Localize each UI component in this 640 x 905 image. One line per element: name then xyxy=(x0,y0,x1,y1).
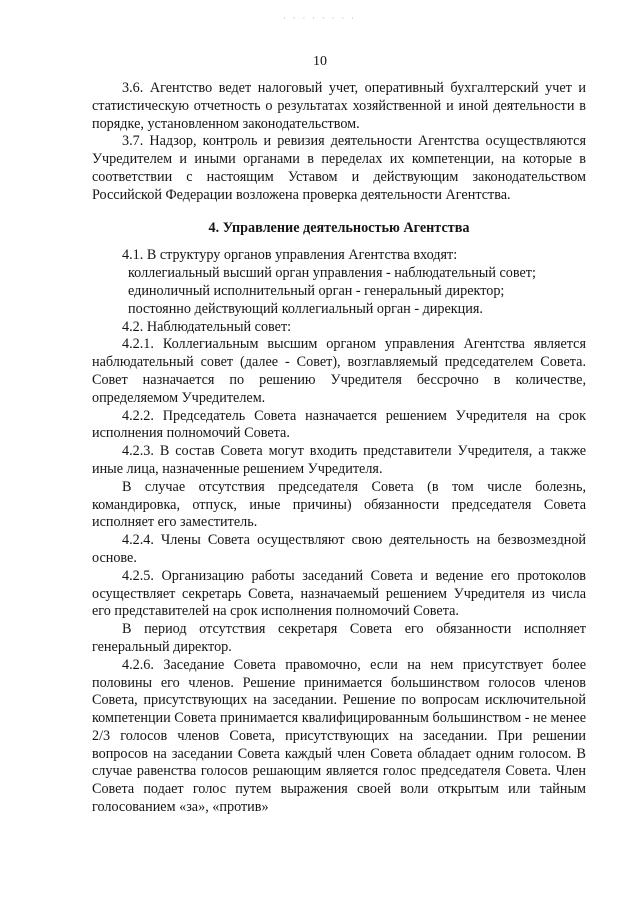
paragraph-4-2-1: 4.2.1. Коллегиальным высшим органом управления Агентства является наблюдательный совет (далее - Совет), возглавляемый председателем Совета. Совет назначается по решению Учредителя бессрочно в количестве, определяемом Учредителем. xyxy=(92,336,586,406)
paragraph-4-2-3: 4.2.3. В состав Совета могут входить представители Учредителя, а также иные лица, назначенные решением Учредителя. xyxy=(92,443,586,477)
paragraph-4-1: 4.1. В структуру органов управления Агентства входят: xyxy=(122,247,458,264)
page-number: 10 xyxy=(313,54,327,69)
paragraph-4-2: 4.2. Наблюдательный совет: xyxy=(122,318,292,335)
list-item: единоличный исполнительный орган - генеральный директор; xyxy=(128,282,505,299)
paragraph-3-7: 3.7. Надзор, контроль и ревизия деятельности Агентства осуществляются Учредителем и иными органами в переделах их компетенции, на которые в соответствии с настоящим Уставом и действующим законодательством Российской Федерации возложена проверка деятельности Агентства. xyxy=(92,133,586,203)
paragraph-4-2-2: 4.2.2. Председатель Совета назначается решением Учредителя на срок исполнения полномочий Совета. xyxy=(92,407,586,442)
paragraph-4-2-6: 4.2.6. Заседание Совета правомочно, если на нем присутствует более половины его членов. Решение принимается большинством голосов членов Совета, присутствующих на заседании. Решение по вопросам исключительной компетенции Совета принимается квалифицированным большинством - не менее 2/3 голосов членов Совета, присутствующих на заседании. При решении вопросов на заседании Совета каждый член Совета обладает одним голосом. В случае равенства голосов решающим является голос председателя Совета. Член Совета подает голос путем выражения своей воли открытым или тайным голосованием «за», «против» xyxy=(92,656,586,816)
governance-organs-list xyxy=(92,265,586,318)
section-heading: 4. Управление деятельностью Агентства xyxy=(208,219,470,236)
list-item: постоянно действующий коллегиальный орган - дирекция. xyxy=(128,300,483,317)
scan-artifact: · · · · · · · · xyxy=(283,14,356,24)
paragraph-4-2-4: 4.2.4. Члены Совета осуществляют свою деятельность на безвозмездной основе. xyxy=(92,532,586,566)
paragraph-4-2-5: 4.2.5. Организацию работы заседаний Совета и ведение его протоколов осуществляет секретарь Совета, назначаемый решением Учредителя из числа его представителей на срок исполнения полномочий Совета. xyxy=(92,567,586,620)
paragraph-4-2-3-continued: В случае отсутствия председателя Совета (в том числе болезнь, командировка, отпуск, иные причины) обязанности председателя Совета исполняет его заместитель. xyxy=(92,478,586,531)
list-item: коллегиальный высший орган управления - наблюдательный совет; xyxy=(128,265,536,282)
paragraph-3-6: 3.6. Агентство ведет налоговый учет, оперативный бухгалтерский учет и статистическую отчетность о результатах хозяйственной и иной деятельности в порядке, установленном законодательством. xyxy=(92,80,586,132)
paragraph-4-2-5-continued: В период отсутствия секретаря Совета его обязанности исполняет генеральный директор. xyxy=(92,621,586,655)
document-body xyxy=(92,80,586,817)
